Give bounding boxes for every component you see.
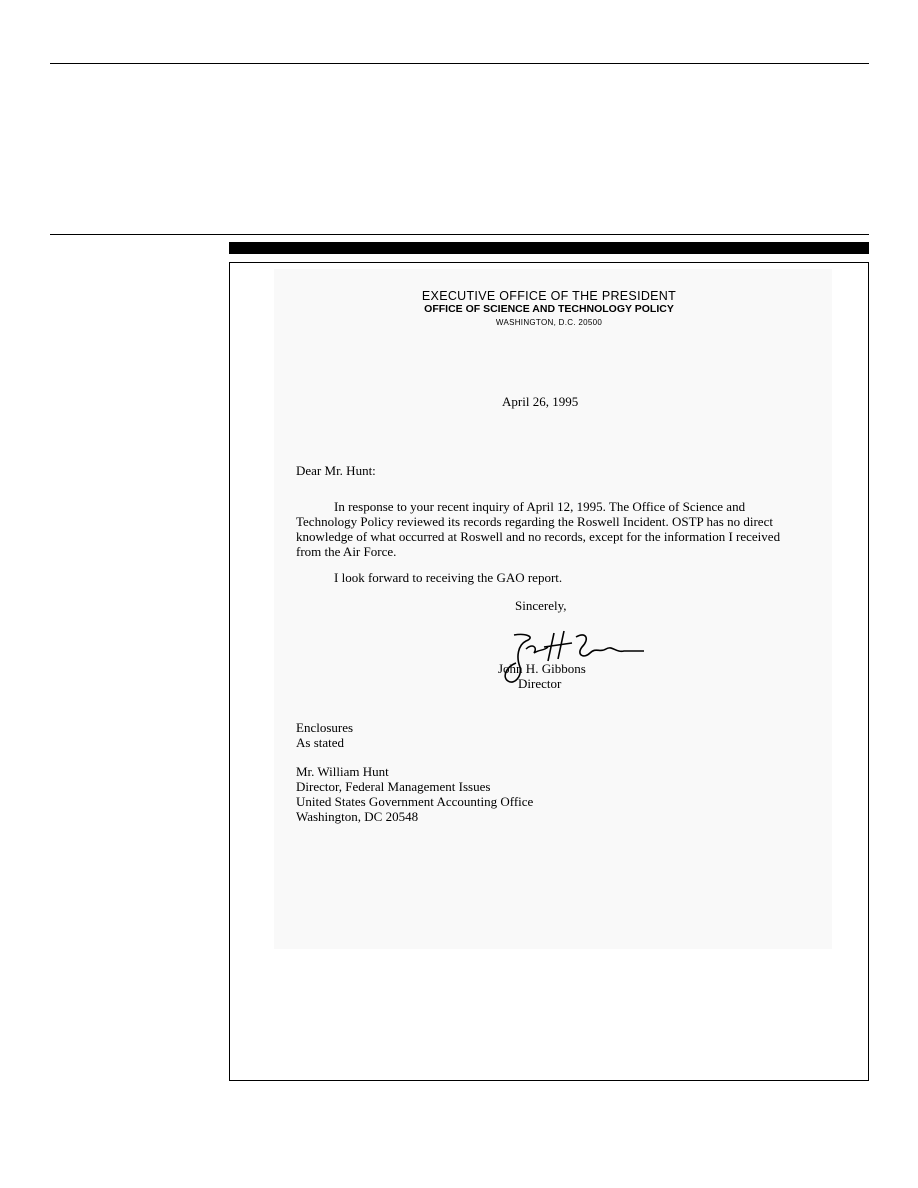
letterhead-address: WASHINGTON, D.C. 20500 (495, 318, 603, 327)
letter-date: April 26, 1995 (502, 394, 579, 409)
letterhead-office: EXECUTIVE OFFICE OF THE PRESIDENT (421, 289, 677, 303)
top-rule (50, 63, 869, 64)
recipient-address-line: Washington, DC 20548 (296, 809, 419, 824)
signer-title: Director (518, 676, 562, 691)
section-rule (50, 234, 869, 235)
letter-figure-frame (229, 262, 869, 1081)
letter-body-paragraph: In response to your recent inquiry of April 12, 1995. The Office of Science and Technology Policy reviewed its records regarding the Roswell Incident. OSTP has no direct knowledge of what occurred at Roswell and no records, except for the information I received from the Air Force. (296, 499, 781, 559)
recipient-address-line: Mr. William Hunt (296, 764, 389, 779)
letterhead-department: OFFICE OF SCIENCE AND TECHNOLOGY POLICY (424, 303, 674, 315)
complimentary-close: Sincerely, (515, 598, 567, 613)
figure-header-bar (229, 242, 869, 254)
enclosures-line: Enclosures (296, 720, 354, 735)
letter-salutation: Dear Mr. Hunt: (296, 463, 376, 478)
signer-name: John H. Gibbons (498, 661, 586, 676)
letter-closing-paragraph: I look forward to receiving the GAO report. (334, 570, 563, 585)
enclosures-line: As stated (296, 735, 345, 750)
recipient-address-line: United States Government Accounting Office (296, 794, 534, 809)
recipient-address-line: Director, Federal Management Issues (296, 779, 491, 794)
